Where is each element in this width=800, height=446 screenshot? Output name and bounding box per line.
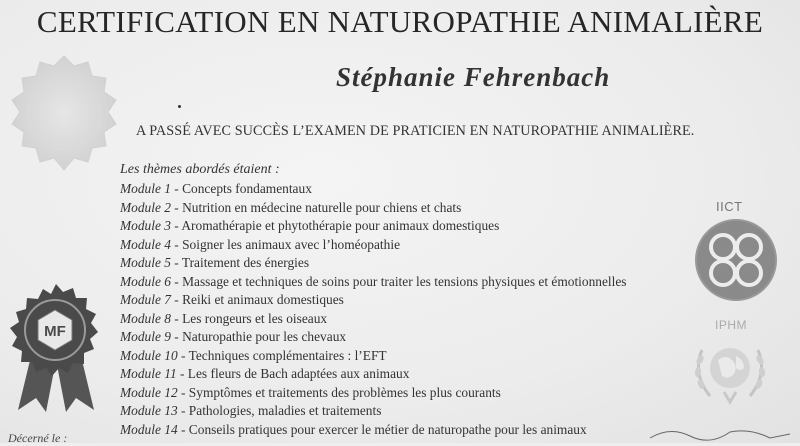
list-item: Module 3 - Aromathérapie et phytothérapie pour animaux domestiques — [120, 218, 500, 233]
list-item: Module 11 - Les fleurs de Bach adaptées aux animaux — [120, 366, 410, 381]
module-list — [120, 180, 627, 439]
badge-mark: MF — [44, 323, 66, 340]
list-item: Module 9 - Naturopathie pour les chevaux — [120, 329, 347, 344]
list-item: Module 10 - Techniques complémentaires : l’EFT — [120, 347, 387, 363]
list-item: Module 6 - Massage et techniques de soins pour traiter les tensions physiques et émotionnelles — [120, 273, 627, 289]
list-item: Module 13 - Pathologies, maladies et traitements — [120, 403, 382, 418]
ink-dot — [178, 105, 181, 108]
globe-laurel-icon — [688, 330, 772, 410]
list-item: Module 12 - Symptômes et traitements des problèmes les plus courants — [120, 384, 501, 400]
exam-statement: A PASSÉ AVEC SUCCÈS L’EXAMEN DE PRATICIEN EN NATUROPATHIE ANIMALIÈRE. — [136, 123, 695, 139]
list-item: Module 5 - Traitement des énergies — [120, 255, 310, 270]
list-item: Module 2 - Nutrition en médecine naturelle pour chiens et chats — [120, 199, 462, 215]
iict-label: IICT — [716, 199, 743, 214]
list-item: Module 14 - Conseils pratiques pour exercer le métier de naturopathe pour les animaux — [120, 421, 587, 437]
awarded-date-label: Décerné le : — [8, 431, 68, 445]
embossed-seal-icon — [0, 52, 128, 178]
recipient-name: Stéphanie Fehrenbach — [336, 62, 611, 92]
signature-scribble — [640, 420, 800, 443]
list-item: Module 4 - Soigner les animaux avec l’homéopathie — [120, 236, 401, 252]
list-item: Module 8 - Les rongeurs et les oiseaux — [120, 310, 328, 326]
list-item: Module 1 - Concepts fondamentaux — [120, 181, 312, 196]
themes-heading: Les thèmes abordés étaient : — [120, 162, 280, 177]
knot-circle-icon — [692, 216, 780, 304]
certificate-title: CERTIFICATION EN NATUROPATHIE ANIMALIÈRE — [36, 4, 764, 39]
rosette-badge-icon — [2, 282, 110, 414]
iphm-label: IPHM — [715, 318, 747, 332]
list-item: Module 7 - Reiki et animaux domestiques — [120, 292, 344, 307]
